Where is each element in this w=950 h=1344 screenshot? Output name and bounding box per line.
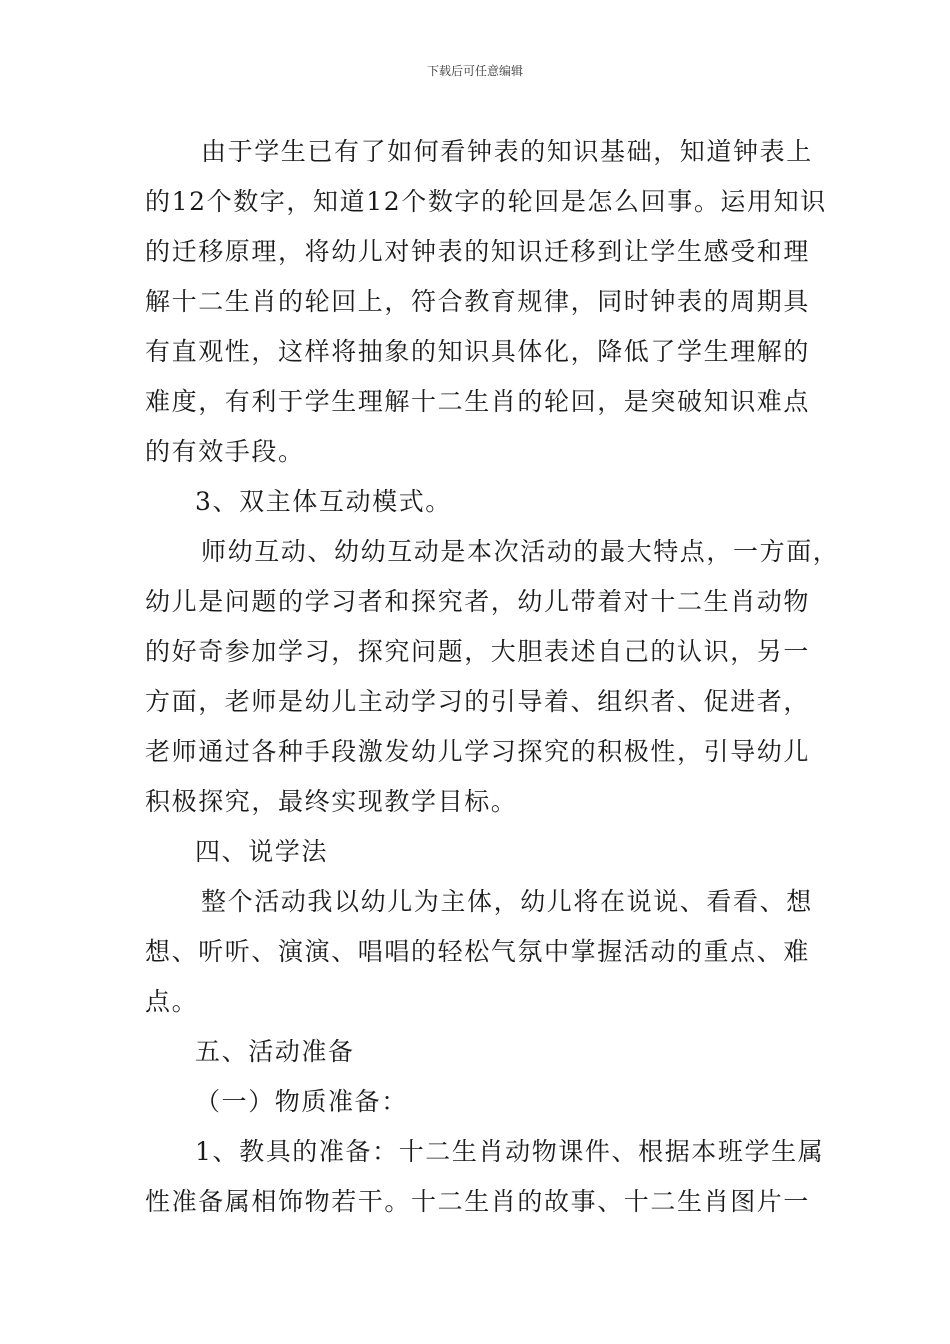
paragraph-line: 性准备属相饰物若干。十二生肖的故事、十二生肖图片一 xyxy=(145,1187,811,1216)
paragraph-line: 老师通过各种手段激发幼儿学习探究的积极性，引导幼儿 xyxy=(145,737,811,766)
section-heading: 3、双主体互动模式。 xyxy=(195,487,452,516)
paragraph-line: 解十二生肖的轮回上，符合教育规律，同时钟表的周期具 xyxy=(145,287,811,316)
section-heading: 四、说学法 xyxy=(195,837,329,866)
paragraph-line: 整个活动我以幼儿为主体，幼儿将在说说、看看、想 xyxy=(201,887,813,916)
paragraph-line: 难度，有利于学生理解十二生肖的轮回，是突破知识难点 xyxy=(145,387,811,416)
paragraph-line: 幼儿是问题的学习者和探究者，幼儿带着对十二生肖动物 xyxy=(145,587,811,616)
document-body xyxy=(145,127,840,1227)
paragraph-line: 想、听听、演演、唱唱的轻松气氛中掌握活动的重点、难 xyxy=(145,937,811,966)
paragraph-line: 点。 xyxy=(145,987,199,1016)
page-header: 下载后可任意编辑 xyxy=(426,64,523,78)
paragraph-line: 的好奇参加学习，探究问题，大胆表述自己的认识，另一 xyxy=(145,637,811,666)
paragraph-line: 的12个数字，知道12个数字的轮回是怎么回事。运用知识 xyxy=(145,187,827,216)
paragraph-line: 方面，老师是幼儿主动学习的引导着、组织者、促进者， xyxy=(145,687,811,716)
paragraph-line: 的迁移原理，将幼儿对钟表的知识迁移到让学生感受和理 xyxy=(145,237,811,266)
paragraph-line: 师幼互动、幼幼互动是本次活动的最大特点，一方面， xyxy=(201,537,840,566)
paragraph-line: 由于学生已有了如何看钟表的知识基础，知道钟表上 xyxy=(201,137,813,166)
paragraph-line: 1、教具的准备：十二生肖动物课件、根据本班学生属 xyxy=(195,1137,825,1166)
paragraph-line: 积极探究，最终实现教学目标。 xyxy=(145,787,518,816)
section-heading: 五、活动准备 xyxy=(195,1037,355,1066)
paragraph-line: 的有效手段。 xyxy=(145,437,305,466)
paragraph-line: 有直观性，这样将抽象的知识具体化，降低了学生理解的 xyxy=(145,337,811,366)
subsection-heading: （一）物质准备： xyxy=(195,1087,408,1116)
